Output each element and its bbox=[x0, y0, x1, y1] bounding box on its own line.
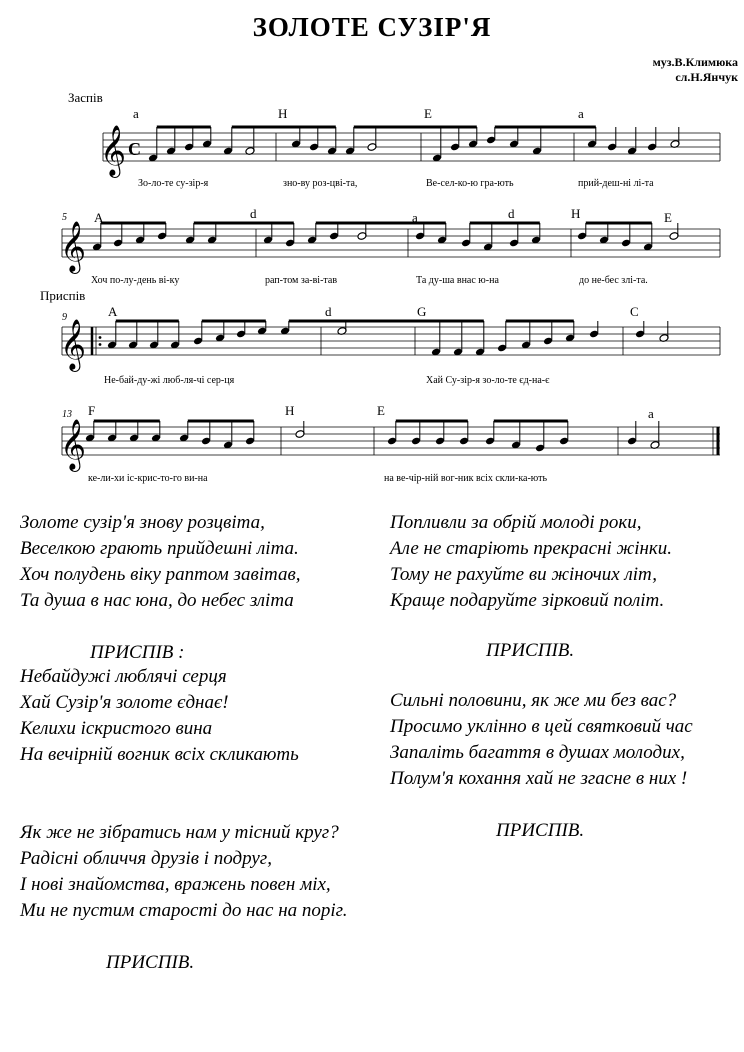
lyric-line: прий-деш-ні лі-та bbox=[578, 178, 654, 189]
verse-line: Сильні половини, як же ми без вас? bbox=[390, 690, 677, 711]
chord-symbol: a bbox=[648, 406, 654, 421]
verse-line: Полум'я кохання хай не згасне в них ! bbox=[390, 768, 688, 789]
chorus-title: ПРИСПІВ : bbox=[90, 642, 185, 663]
chord-symbol: C bbox=[630, 304, 639, 319]
chorus-ref: ПРИСПІВ. bbox=[106, 952, 195, 973]
treble-clef-icon: 𝄞 bbox=[60, 320, 87, 369]
chord-symbol: a bbox=[412, 210, 418, 225]
lyric-line: ке-ли-хи іс-крис-то-го ви-на bbox=[88, 473, 208, 484]
chorus-line: На вечірній вогник всіх скликають bbox=[20, 744, 299, 765]
chord-symbol: E bbox=[664, 210, 672, 225]
chord-symbol: A bbox=[108, 304, 118, 319]
verse-line: І нові знайомства, вражень повен міх, bbox=[20, 874, 331, 895]
treble-clef-icon: 𝄞 bbox=[60, 222, 87, 271]
treble-clef-icon: 𝄞 bbox=[100, 126, 127, 175]
chord-symbol: E bbox=[424, 106, 432, 121]
verse-3 bbox=[390, 688, 693, 792]
verse-line: Краще подаруйте зірковий політ. bbox=[390, 590, 665, 611]
measure-number: 5 bbox=[62, 212, 67, 223]
chord-symbol: d bbox=[508, 206, 515, 221]
verse-line: Веселкою грають прийдешні літа. bbox=[20, 538, 299, 559]
section-label-chorus: Приспів bbox=[40, 288, 86, 303]
lyric-line: до не-бес злі-та. bbox=[579, 275, 648, 286]
verse-4 bbox=[20, 820, 348, 924]
sheet-music bbox=[0, 0, 744, 500]
measure-number: 13 bbox=[62, 409, 72, 420]
lyric-line: Зо-ло-те су-зір-я bbox=[138, 178, 209, 189]
lyric-line: зно-ву роз-цві-та, bbox=[283, 178, 358, 189]
verse-line: Ми не пустим старості до нас на поріг. bbox=[20, 900, 348, 921]
chorus-line: Хай Сузір'я золоте єднає! bbox=[20, 692, 229, 713]
chord-symbol: H bbox=[571, 206, 581, 221]
chord-symbol: H bbox=[278, 106, 288, 121]
verse-line: Хоч полудень віку раптом завітав, bbox=[20, 564, 301, 585]
staff-system-1 bbox=[100, 106, 720, 189]
chorus-ref: ПРИСПІВ. bbox=[486, 640, 575, 661]
verse-line: Золоте сузір'я знову розцвіта, bbox=[20, 512, 265, 533]
verse-2 bbox=[390, 510, 672, 614]
verse-line: Та душа в нас юна, до небес зліта bbox=[20, 590, 294, 611]
verse-line: Просимо уклінно в цей святковий час bbox=[390, 716, 693, 737]
chord-symbol: d bbox=[325, 304, 332, 319]
chorus-line: Небайдужі люблячі серця bbox=[20, 666, 227, 687]
staff-system-2 bbox=[60, 206, 720, 286]
verse-line: Тому не рахуйте ви жіночих літ, bbox=[390, 564, 657, 585]
verse-line: Запаліть багаття в душах молодих, bbox=[390, 742, 685, 763]
song-title: ЗОЛОТЕ СУЗІР'Я bbox=[252, 12, 492, 42]
chord-symbol: F bbox=[88, 403, 96, 418]
lyric-line: Хай Су-зір-я зо-ло-те єд-на-є bbox=[426, 375, 550, 386]
music-credit: муз.В.Климюка bbox=[652, 55, 738, 69]
chord-symbol: G bbox=[417, 304, 427, 319]
verse-line: Попливли за обрій молоді роки, bbox=[390, 512, 642, 533]
verse-line: Але не старіють прекрасні жінки. bbox=[390, 538, 673, 559]
chord-symbol: A bbox=[94, 210, 104, 225]
treble-clef-icon: 𝄞 bbox=[60, 420, 87, 469]
lyric-line: Та ду-ша внас ю-на bbox=[416, 275, 499, 286]
chord-symbol: d bbox=[250, 206, 257, 221]
measure-number: 9 bbox=[62, 312, 67, 323]
verse-1 bbox=[20, 510, 300, 614]
lyric-line: на ве-чір-ній вог-ник всіх скли-ка-ють bbox=[384, 473, 548, 484]
section-label-verse: Заспів bbox=[68, 90, 103, 105]
lyric-line: рап-том за-ві-тав bbox=[265, 275, 338, 286]
lyric-line: Хоч по-лу-день ві-ку bbox=[91, 275, 180, 286]
verse-line: Радісні обличчя друзів і подруг, bbox=[20, 848, 272, 869]
chord-symbol: a bbox=[133, 106, 139, 121]
chorus-line: Келихи іскристого вина bbox=[20, 718, 213, 739]
chorus-ref: ПРИСПІВ. bbox=[496, 820, 585, 841]
chord-symbol: E bbox=[377, 403, 385, 418]
lyric-line: Ве-сел-ко-ю гра-ють bbox=[426, 178, 514, 189]
time-signature: C bbox=[128, 139, 141, 159]
lyrics-credit: сл.Н.Янчук bbox=[675, 70, 738, 84]
lyric-line: Не-бай-ду-жі люб-ля-чі сер-ця bbox=[104, 375, 235, 386]
chord-symbol: a bbox=[578, 106, 584, 121]
chorus-text bbox=[20, 664, 299, 768]
staff-system-3 bbox=[60, 304, 720, 386]
chord-symbol: H bbox=[285, 403, 295, 418]
verse-line: Як же не зібратись нам у тісний круг? bbox=[20, 822, 339, 843]
